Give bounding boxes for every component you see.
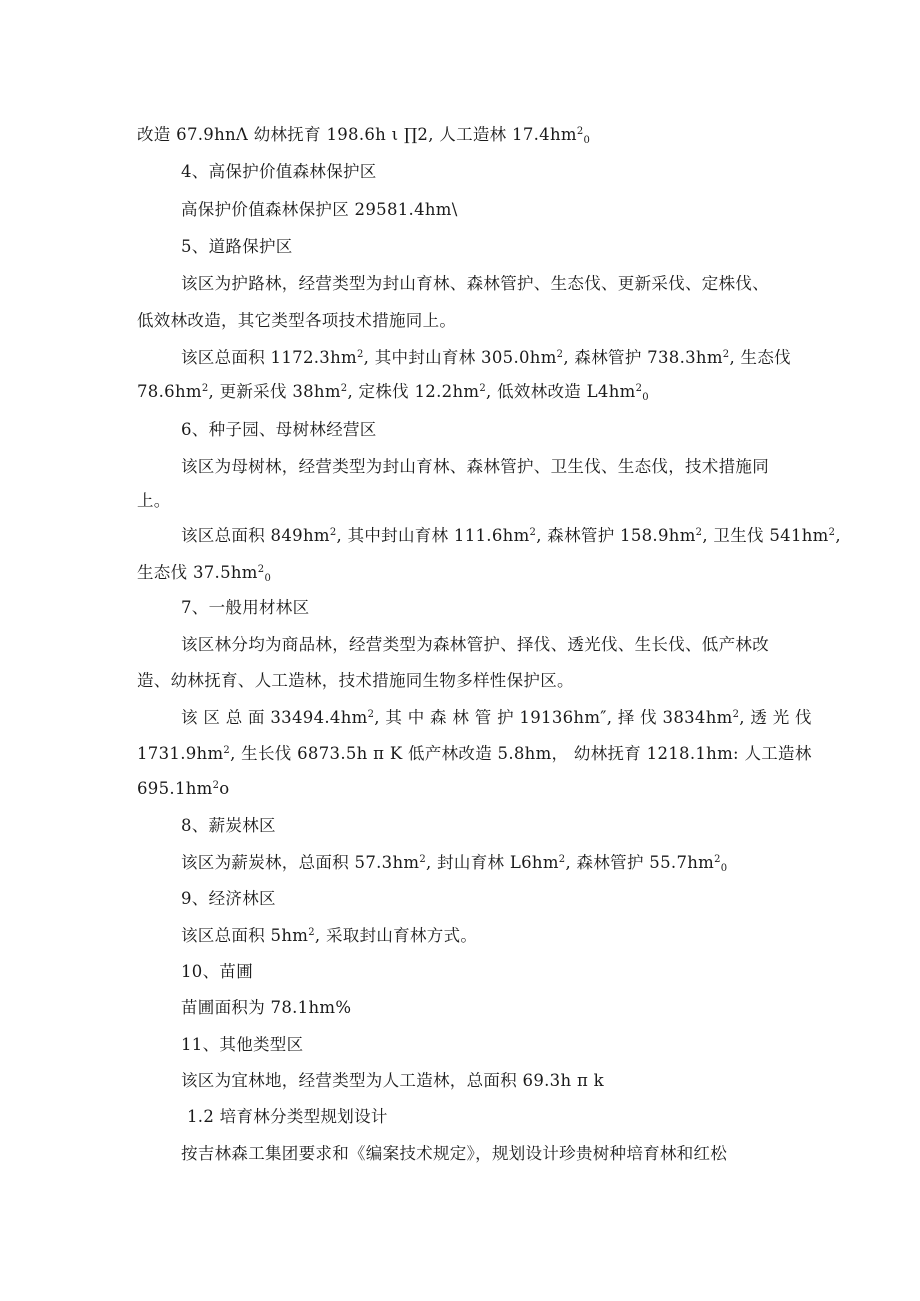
section-heading: 8、薪炭林区 (181, 816, 276, 835)
text-line: 高保护价值森林保护区 29581.4hm\ (181, 200, 458, 219)
text-line: 该区总面积 $849hm^2$, 其中封山育林 $111.6hm^2$, 森林管护 $158.9hm^2$, 卫生伐 $541hm^2$, (181, 526, 841, 545)
text-line: 该区为薪炭林，总面积 $57.3hm^2$, 封山育林 $L6hm^2$, 森林管护 $55.7hm^2_0$ (181, 853, 728, 874)
text-line: 该区为母树林，经营类型为封山育林、森林管护、卫生伐、生态伐，技术措施同 (181, 457, 769, 476)
text-line: 该区总面积 $1172.3hm^2$, 其中封山育林 $305.0hm^2$, 森林管护 $738.3hm^2$, 生态伐 (181, 348, 791, 367)
text-line: 低效林改造，其它类型各项技术措施同上。 (137, 311, 457, 330)
section-heading: 7、一般用材林区 (181, 598, 310, 617)
subsection-heading: 1.2 培育林分类型规划设计 (187, 1107, 388, 1126)
section-heading: 9、经济林区 (181, 889, 276, 908)
section-heading: 10、苗圃 (181, 962, 253, 981)
text-line: 按吉林森工集团要求和《编案技术规定》，规划设计珍贵树种培育林和红松 (181, 1144, 728, 1163)
text-line: 生态伐 $37.5hm^2_0$ (137, 563, 272, 584)
text-line: $78.6hm^2$, 更新采伐 $38hm^2$, 定株伐 $12.2hm^2$, 低效林改造 $L4hm^2_0$ (137, 382, 649, 403)
text-line: $695.1hm^2o$ (137, 779, 230, 798)
text-line: 上。 (137, 491, 171, 510)
section-heading: 11、其他类型区 (181, 1035, 304, 1054)
text-line: 苗圃面积为 78.1hm% (181, 998, 352, 1017)
section-heading: 4、高保护价值森林保护区 (181, 162, 377, 181)
section-heading: 5、道路保护区 (181, 237, 293, 256)
text-line: $1731.9hm^2$, 生长伐 6873.5h π K 低产林改造 5.8hm， 幼林抚育 1218.1hm: 人工造林 (137, 744, 812, 763)
text-line: 造、幼林抚育、人工造林，技术措施同生物多样性保护区。 (137, 671, 574, 690)
section-heading: 6、种子园、母树林经营区 (181, 420, 377, 439)
text-line: 该 区 总 面 $33494.4hm^2$, 其 中 森 林 管 护 19136hm″, 择 伐 $3834hm^2$, 透 光 伐 (181, 708, 812, 727)
text-line: 该区为护路林，经营类型为封山育林、森林管护、生态伐、更新采伐、定株伐、 (181, 274, 769, 293)
text-line: 改造 67.9hnΛ 幼林抚育 198.6h ι ∏2, 人工造林 $17.4hm^2_0$ (137, 125, 591, 146)
text-line: 该区总面积 $5hm^2$, 采取封山育林方式。 (181, 926, 478, 945)
text-line: 该区林分均为商品林，经营类型为森林管护、择伐、透光伐、生长伐、低产林改 (181, 635, 769, 654)
text-line: 该区为宜林地，经营类型为人工造林，总面积 69.3h π k (181, 1071, 604, 1090)
